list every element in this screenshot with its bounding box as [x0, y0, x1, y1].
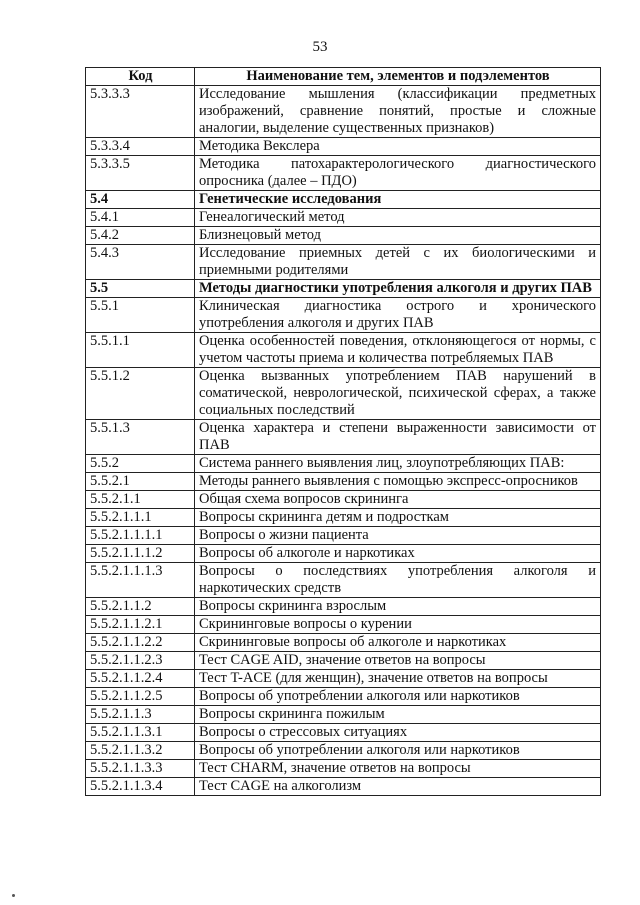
row-code: 5.5: [86, 280, 195, 298]
row-name: Генеалогический метод: [195, 209, 601, 227]
row-code: 5.3.3.4: [86, 138, 195, 156]
row-code: 5.5.2.1.1.2.2: [86, 634, 195, 652]
table-row: [86, 473, 601, 491]
row-code: 5.5.2.1.1.2.4: [86, 670, 195, 688]
table-header-row: [86, 68, 601, 86]
row-code: 5.5.2.1.1.2.5: [86, 688, 195, 706]
row-name: Вопросы о жизни пациента: [195, 527, 601, 545]
row-code: 5.3.3.3: [86, 86, 195, 138]
row-name: Вопросы скрининга пожилым: [195, 706, 601, 724]
row-code: 5.5.2.1.1.1.3: [86, 563, 195, 598]
table-row: [86, 280, 601, 298]
table-row: [86, 191, 601, 209]
page-number: 53: [312, 39, 328, 55]
table-row: [86, 778, 601, 796]
row-code: 5.5.1: [86, 298, 195, 333]
row-name: Методика Векслера: [195, 138, 601, 156]
row-name: Общая схема вопросов скрининга: [195, 491, 601, 509]
table-row: [86, 706, 601, 724]
row-name: Методика патохарактерологического диагностического опросника (далее – ПДО): [195, 156, 601, 191]
row-code: 5.5.2.1.1.2.1: [86, 616, 195, 634]
table-row: [86, 527, 601, 545]
row-name: Скрининговые вопросы об алкоголе и наркотиках: [195, 634, 601, 652]
row-code: 5.5.2.1.1.3.1: [86, 724, 195, 742]
table-row: [86, 563, 601, 598]
row-name: Оценка особенностей поведения, отклоняющегося от нормы, с учетом частоты приема и количества потребляемых ПАВ: [195, 333, 601, 368]
table-row: [86, 634, 601, 652]
row-code: 5.4: [86, 191, 195, 209]
row-code: 5.5.2.1.1.1.1: [86, 527, 195, 545]
row-code: 5.5.2.1.1.3.3: [86, 760, 195, 778]
topics-table: [85, 67, 601, 796]
row-code: 5.3.3.5: [86, 156, 195, 191]
table-row: [86, 86, 601, 138]
row-code: 5.5.2.1.1: [86, 491, 195, 509]
row-name: Вопросы о стрессовых ситуациях: [195, 724, 601, 742]
table-body: [86, 86, 601, 796]
row-name: Тест CHARM, значение ответов на вопросы: [195, 760, 601, 778]
row-code: 5.5.1.2: [86, 368, 195, 420]
table-row: [86, 724, 601, 742]
table-row: [86, 688, 601, 706]
row-name: Вопросы о последствиях употребления алкоголя и наркотических средств: [195, 563, 601, 598]
table-row: [86, 420, 601, 455]
row-code: 5.5.2.1: [86, 473, 195, 491]
row-name: Вопросы об алкоголе и наркотиках: [195, 545, 601, 563]
table-row: [86, 598, 601, 616]
table-row: [86, 652, 601, 670]
row-code: 5.4.1: [86, 209, 195, 227]
row-name: Вопросы скрининга детям и подросткам: [195, 509, 601, 527]
row-name: Оценка характера и степени выраженности зависимости от ПАВ: [195, 420, 601, 455]
table-row: [86, 491, 601, 509]
row-code: 5.5.2.1.1.1: [86, 509, 195, 527]
header-code: Код: [86, 68, 195, 86]
table-row: [86, 333, 601, 368]
row-name: Оценка вызванных употреблением ПАВ нарушений в соматической, неврологической, психической сферах, а также социальных последствий: [195, 368, 601, 420]
row-name: Исследование приемных детей с их биологическими и приемными родителями: [195, 245, 601, 280]
row-code: 5.5.2.1.1.3: [86, 706, 195, 724]
row-code: 5.5.1.1: [86, 333, 195, 368]
table-row: [86, 455, 601, 473]
row-name: Тест CAGE AID, значение ответов на вопросы: [195, 652, 601, 670]
row-name: Методы раннего выявления с помощью экспресс-опросников: [195, 473, 601, 491]
table-row: [86, 616, 601, 634]
table-row: [86, 156, 601, 191]
row-code: 5.5.2.1.1.2.3: [86, 652, 195, 670]
row-code: 5.5.2.1.1.2: [86, 598, 195, 616]
row-code: 5.5.1.3: [86, 420, 195, 455]
scan-speck: [12, 894, 15, 897]
row-name: Вопросы об употреблении алкоголя или наркотиков: [195, 688, 601, 706]
table-row: [86, 245, 601, 280]
table-row: [86, 509, 601, 527]
row-name: Тест T-ACE (для женщин), значение ответов на вопросы: [195, 670, 601, 688]
row-code: 5.5.2.1.1.3.4: [86, 778, 195, 796]
row-name: Генетические исследования: [195, 191, 601, 209]
row-code: 5.4.2: [86, 227, 195, 245]
table-row: [86, 760, 601, 778]
row-name: Тест CAGE на алкоголизм: [195, 778, 601, 796]
table-row: [86, 298, 601, 333]
row-name: Скрининговые вопросы о курении: [195, 616, 601, 634]
table-row: [86, 545, 601, 563]
header-name: Наименование тем, элементов и подэлементов: [195, 68, 601, 86]
row-name: Система раннего выявления лиц, злоупотребляющих ПАВ:: [195, 455, 601, 473]
table-row: [86, 138, 601, 156]
table-row: [86, 227, 601, 245]
row-name: Исследование мышления (классификации предметных изображений, сравнение понятий, простые и сложные аналогии, выделение существенных признаков): [195, 86, 601, 138]
table-row: [86, 368, 601, 420]
table-row: [86, 670, 601, 688]
row-code: 5.5.2.1.1.1.2: [86, 545, 195, 563]
row-code: 5.5.2: [86, 455, 195, 473]
row-code: 5.5.2.1.1.3.2: [86, 742, 195, 760]
row-name: Клиническая диагностика острого и хронического употребления алкоголя и других ПАВ: [195, 298, 601, 333]
row-name: Близнецовый метод: [195, 227, 601, 245]
table-row: [86, 209, 601, 227]
row-code: 5.4.3: [86, 245, 195, 280]
row-name: Вопросы об употреблении алкоголя или наркотиков: [195, 742, 601, 760]
row-name: Методы диагностики употребления алкоголя и других ПАВ: [195, 280, 601, 298]
table-row: [86, 742, 601, 760]
row-name: Вопросы скрининга взрослым: [195, 598, 601, 616]
